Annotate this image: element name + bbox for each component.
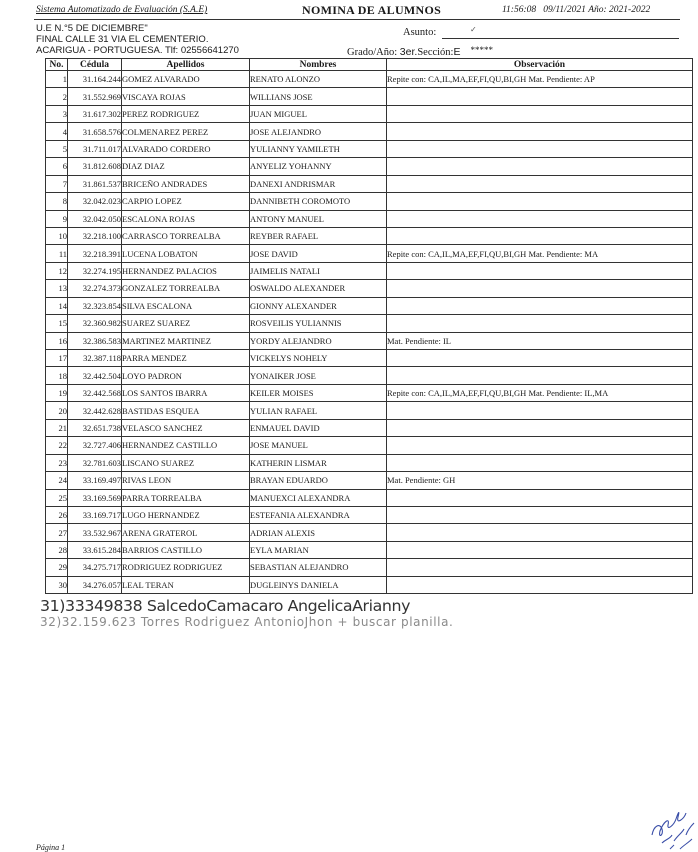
table-row (46, 332, 693, 349)
row-number: 12 (46, 262, 68, 279)
observacion-cell (387, 559, 693, 576)
nombres-cell: OSWALDO ALEXANDER (250, 280, 387, 297)
nombres-cell: DANEXI ANDRISMAR (250, 175, 387, 192)
cedula-cell: 31.812.608 (68, 158, 122, 175)
apellidos-cell: LUCENA LOBATON (122, 245, 250, 262)
cedula-cell: 33.169.569 (68, 489, 122, 506)
system-name: Sistema Automatizado de Evaluación (S.A.E) (36, 5, 208, 15)
section-stars: ***** (470, 45, 493, 55)
table-row (46, 350, 693, 367)
row-number: 16 (46, 332, 68, 349)
handwritten-entry-31: 31)33349838 SalcedoCamacaro AngelicaArianny (40, 597, 411, 615)
school-city-phone: ACARIGUA - PORTUGUESA. Tlf: 02556641270 (36, 45, 239, 56)
nombres-cell: MANUEXCI ALEXANDRA (250, 489, 387, 506)
table-row (46, 123, 693, 140)
apellidos-cell: SUAREZ SUAREZ (122, 315, 250, 332)
nombres-cell: EYLA MARIAN (250, 541, 387, 558)
observacion-cell (387, 437, 693, 454)
nombres-cell: DANNIBETH COROMOTO (250, 193, 387, 210)
apellidos-cell: SILVA ESCALONA (122, 297, 250, 314)
header-apellidos: Apellidos (122, 59, 250, 71)
row-number: 29 (46, 559, 68, 576)
apellidos-cell: COLMENAREZ PEREZ (122, 123, 250, 140)
observacion-cell (387, 524, 693, 541)
observacion-cell (387, 158, 693, 175)
nombres-cell: REYBER RAFAEL (250, 227, 387, 244)
cedula-cell: 32.442.628 (68, 402, 122, 419)
row-number: 9 (46, 210, 68, 227)
observacion-cell (387, 88, 693, 105)
apellidos-cell: RIVAS LEON (122, 472, 250, 489)
row-number: 22 (46, 437, 68, 454)
apellidos-cell: ESCALONA ROJAS (122, 210, 250, 227)
apellidos-cell: PARRA TORREALBA (122, 489, 250, 506)
school-year: 2021-2022 (609, 5, 651, 15)
table-row (46, 576, 693, 593)
cedula-cell: 34.275.717 (68, 559, 122, 576)
row-number: 6 (46, 158, 68, 175)
nombres-cell: KATHERIN LISMAR (250, 454, 387, 471)
apellidos-cell: PEREZ RODRIGUEZ (122, 105, 250, 122)
row-number: 14 (46, 297, 68, 314)
apellidos-cell: LUGO HERNANDEZ (122, 506, 250, 523)
nombres-cell: GIONNY ALEXANDER (250, 297, 387, 314)
table-row (46, 71, 693, 88)
apellidos-cell: BARRIOS CASTILLO (122, 541, 250, 558)
apellidos-cell: PARRA MENDEZ (122, 350, 250, 367)
cedula-cell: 31.658.576 (68, 123, 122, 140)
row-number: 20 (46, 402, 68, 419)
table-row (46, 367, 693, 384)
table-row (46, 193, 693, 210)
student-roster-table (45, 58, 693, 594)
cedula-cell: 33.615.284 (68, 541, 122, 558)
row-number: 13 (46, 280, 68, 297)
document-title: NOMINA DE ALUMNOS (302, 3, 442, 17)
table-row (46, 437, 693, 454)
nombres-cell: WILLIANS JOSE (250, 88, 387, 105)
nombres-cell: ADRIAN ALEXIS (250, 524, 387, 541)
row-number: 28 (46, 541, 68, 558)
table-row (46, 158, 693, 175)
row-number: 30 (46, 576, 68, 593)
nombres-cell: JUAN MIGUEL (250, 105, 387, 122)
nombres-cell: JOSE DAVID (250, 245, 387, 262)
cedula-cell: 32.323.854 (68, 297, 122, 314)
cedula-cell: 31.711.017 (68, 140, 122, 157)
cedula-cell: 32.042.050 (68, 210, 122, 227)
apellidos-cell: VELASCO SANCHEZ (122, 419, 250, 436)
table-row (46, 454, 693, 471)
signature-scribble (640, 795, 698, 851)
row-number: 1 (46, 71, 68, 88)
cedula-cell: 32.360.982 (68, 315, 122, 332)
apellidos-cell: BASTIDAS ESQUEA (122, 402, 250, 419)
observacion-cell (387, 315, 693, 332)
cedula-cell: 32.042.023 (68, 193, 122, 210)
table-row (46, 402, 693, 419)
apellidos-cell: ALVARADO CORDERO (122, 140, 250, 157)
cedula-cell: 32.218.391 (68, 245, 122, 262)
apellidos-cell: ARENA GRATEROL (122, 524, 250, 541)
nombres-cell: ANYELIZ YOHANNY (250, 158, 387, 175)
asunto-underline (442, 38, 679, 39)
observacion-cell: Mat. Pendiente: GH (387, 472, 693, 489)
apellidos-cell: VISCAYA ROJAS (122, 88, 250, 105)
table-row (46, 175, 693, 192)
table-row (46, 140, 693, 157)
row-number: 26 (46, 506, 68, 523)
table-row (46, 384, 693, 401)
table-row (46, 559, 693, 576)
page-number: Página 1 (36, 843, 66, 852)
asunto-check-mark: ✓ (470, 25, 477, 34)
nombres-cell: ENMAUEL DAVID (250, 419, 387, 436)
row-number: 5 (46, 140, 68, 157)
cedula-cell: 31.861.537 (68, 175, 122, 192)
nombres-cell: ANTONY MANUEL (250, 210, 387, 227)
cedula-cell: 31.552.969 (68, 88, 122, 105)
cedula-cell: 32.274.373 (68, 280, 122, 297)
header-no: No. (46, 59, 68, 71)
observacion-cell (387, 419, 693, 436)
observacion-cell (387, 227, 693, 244)
cedula-cell: 32.442.568 (68, 384, 122, 401)
observacion-cell (387, 297, 693, 314)
nombres-cell: JAIMELIS NATALI (250, 262, 387, 279)
cedula-cell: 33.169.717 (68, 506, 122, 523)
row-number: 15 (46, 315, 68, 332)
table-header-row (46, 59, 693, 71)
header-observacion: Observación (387, 59, 693, 71)
row-number: 2 (46, 88, 68, 105)
table-body (46, 71, 693, 594)
header-divider (34, 19, 680, 20)
table-row (46, 227, 693, 244)
handwritten-entry-32: 32)32.159.623 Torres Rodriguez AntonioJhon + buscar planilla. (40, 615, 454, 629)
apellidos-cell: LOS SANTOS IBARRA (122, 384, 250, 401)
observacion-cell (387, 367, 693, 384)
nombres-cell: SEBASTIAN ALEJANDRO (250, 559, 387, 576)
observacion-cell (387, 489, 693, 506)
nombres-cell: BRAYAN EDUARDO (250, 472, 387, 489)
school-address: FINAL CALLE 31 VIA EL CEMENTERIO. (36, 34, 209, 45)
row-number: 21 (46, 419, 68, 436)
apellidos-cell: MARTINEZ MARTINEZ (122, 332, 250, 349)
row-number: 17 (46, 350, 68, 367)
table-row (46, 472, 693, 489)
nombres-cell: DUGLEINYS DANIELA (250, 576, 387, 593)
observacion-cell (387, 175, 693, 192)
grade-value: 3er. (399, 46, 418, 58)
row-number: 19 (46, 384, 68, 401)
table-row (46, 419, 693, 436)
table-row (46, 245, 693, 262)
row-number: 3 (46, 105, 68, 122)
apellidos-cell: LEAL TERAN (122, 576, 250, 593)
print-timestamp (502, 5, 650, 15)
apellidos-cell: DIAZ DIAZ (122, 158, 250, 175)
observacion-cell (387, 576, 693, 593)
apellidos-cell: LISCANO SUAREZ (122, 454, 250, 471)
cedula-cell: 32.781.603 (68, 454, 122, 471)
cedula-cell: 31.164.244 (68, 71, 122, 88)
row-number: 18 (46, 367, 68, 384)
nombres-cell: YORDY ALEJANDRO (250, 332, 387, 349)
cedula-cell: 32.386.583 (68, 332, 122, 349)
grade-section (347, 45, 493, 58)
cedula-cell: 32.218.100 (68, 227, 122, 244)
nombres-cell: YULIANNY YAMILETH (250, 140, 387, 157)
table-row (46, 280, 693, 297)
apellidos-cell: CARPIO LOPEZ (122, 193, 250, 210)
table-row (46, 262, 693, 279)
asunto-label: Asunto: (403, 27, 437, 38)
table-row (46, 88, 693, 105)
school-info (36, 23, 239, 56)
observacion-cell (387, 350, 693, 367)
apellidos-cell: BRICEÑO ANDRADES (122, 175, 250, 192)
observacion-cell (387, 140, 693, 157)
table-row (46, 210, 693, 227)
row-number: 24 (46, 472, 68, 489)
row-number: 25 (46, 489, 68, 506)
apellidos-cell: RODRIGUEZ RODRIGUEZ (122, 559, 250, 576)
print-date: 09/11/2021 (543, 5, 586, 15)
observacion-cell (387, 105, 693, 122)
apellidos-cell: HERNANDEZ PALACIOS (122, 262, 250, 279)
row-number: 27 (46, 524, 68, 541)
observacion-cell (387, 506, 693, 523)
header-nombres: Nombres (250, 59, 387, 71)
nombres-cell: VICKELYS NOHELY (250, 350, 387, 367)
observacion-cell (387, 402, 693, 419)
cedula-cell: 34.276.057 (68, 576, 122, 593)
print-time: 11:56:08 (502, 5, 537, 15)
nombres-cell: YULIAN RAFAEL (250, 402, 387, 419)
nombres-cell: JOSE MANUEL (250, 437, 387, 454)
apellidos-cell: HERNANDEZ CASTILLO (122, 437, 250, 454)
row-number: 10 (46, 227, 68, 244)
cedula-cell: 33.169.497 (68, 472, 122, 489)
section-value: E (453, 46, 461, 58)
table-row (46, 541, 693, 558)
observacion-cell (387, 210, 693, 227)
cedula-cell: 32.442.504 (68, 367, 122, 384)
row-number: 7 (46, 175, 68, 192)
apellidos-cell: LOYO PADRON (122, 367, 250, 384)
nombres-cell: ESTEFANIA ALEXANDRA (250, 506, 387, 523)
apellidos-cell: GONZALEZ TORREALBA (122, 280, 250, 297)
nombres-cell: KEILER MOISES (250, 384, 387, 401)
cedula-cell: 32.727.406 (68, 437, 122, 454)
cedula-cell: 31.617.302 (68, 105, 122, 122)
row-number: 23 (46, 454, 68, 471)
apellidos-cell: GOMEZ ALVARADO (122, 71, 250, 88)
cedula-cell: 32.651.738 (68, 419, 122, 436)
observacion-cell (387, 280, 693, 297)
observacion-cell (387, 123, 693, 140)
table-row (46, 506, 693, 523)
row-number: 11 (46, 245, 68, 262)
table-row (46, 489, 693, 506)
cedula-cell: 32.387.118 (68, 350, 122, 367)
table-row (46, 297, 693, 314)
row-number: 8 (46, 193, 68, 210)
observacion-cell: Repite con: CA,IL,MA,EF,FI,QU,BI,GH Mat. Pendiente: MA (387, 245, 693, 262)
table-row (46, 315, 693, 332)
section-label: Sección: (417, 47, 454, 58)
table-row (46, 524, 693, 541)
observacion-cell (387, 262, 693, 279)
observacion-cell (387, 454, 693, 471)
nombres-cell: ROSVEILIS YULIANNIS (250, 315, 387, 332)
grade-label: Grado/Año: (347, 47, 398, 58)
nombres-cell: RENATO ALONZO (250, 71, 387, 88)
apellidos-cell: CARRASCO TORREALBA (122, 227, 250, 244)
cedula-cell: 32.274.195 (68, 262, 122, 279)
school-name: U.E N.°5 DE DICIEMBRE" (36, 23, 148, 34)
observacion-cell (387, 193, 693, 210)
header-cedula: Cédula (68, 59, 122, 71)
observacion-cell: Repite con: CA,IL,MA,EF,FI,QU,BI,GH Mat. Pendiente: IL,MA (387, 384, 693, 401)
table-row (46, 105, 693, 122)
nombres-cell: JOSE ALEJANDRO (250, 123, 387, 140)
observacion-cell: Repite con: CA,IL,MA,EF,FI,QU,BI,GH Mat. Pendiente: AP (387, 71, 693, 88)
observacion-cell (387, 541, 693, 558)
row-number: 4 (46, 123, 68, 140)
year-label: Año: (588, 5, 607, 15)
nombres-cell: YONAIKER JOSE (250, 367, 387, 384)
observacion-cell: Mat. Pendiente: IL (387, 332, 693, 349)
cedula-cell: 33.532.967 (68, 524, 122, 541)
